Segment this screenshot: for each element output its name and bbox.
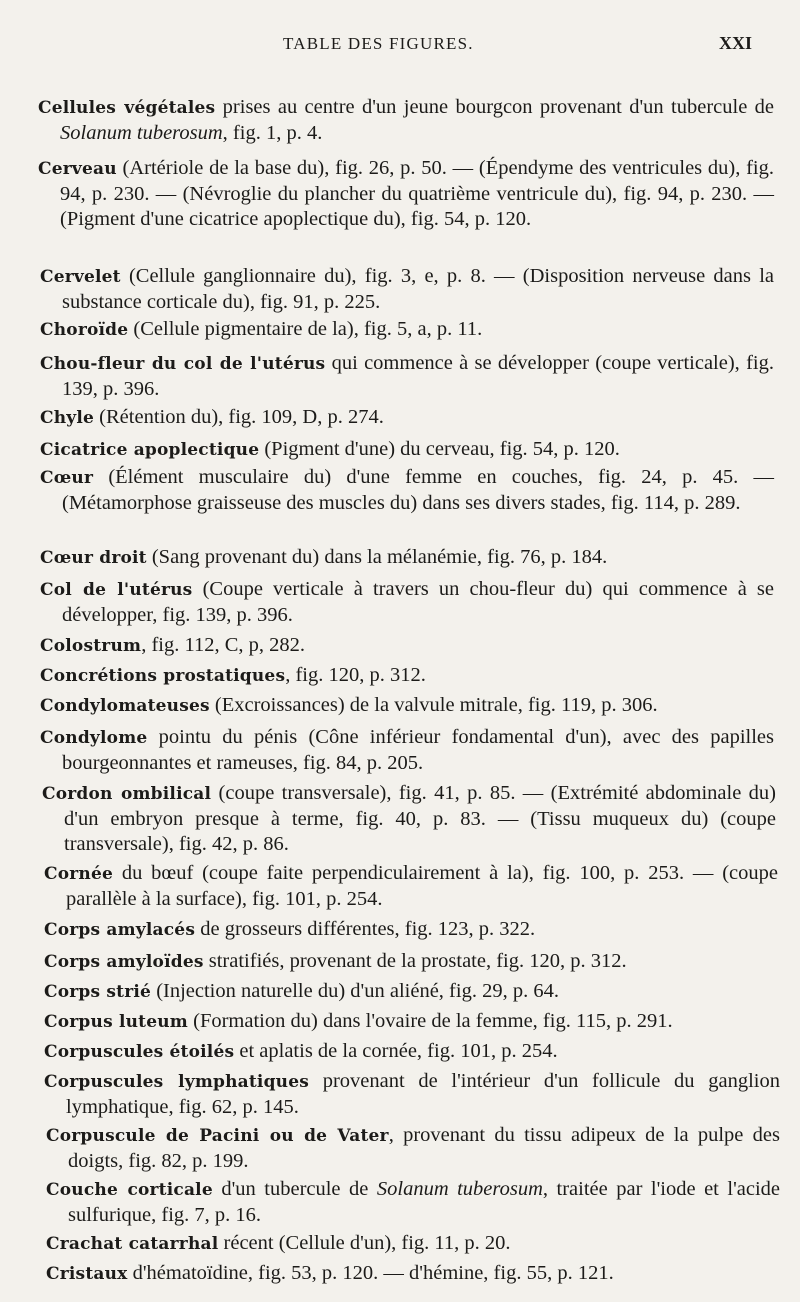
entry-term: Cordon ombilical — [42, 783, 212, 804]
entry-term: Corps amylacés — [44, 919, 196, 940]
entry-description: d'un tubercule de Solanum tuberosum, traitée par l'iode et l'acide sulfurique, fig. 7, p. 16. — [68, 1177, 780, 1226]
index-entry — [40, 317, 774, 343]
entry-term: Cerveau — [38, 158, 117, 179]
index-entry — [40, 693, 774, 719]
entry-description: (Élément musculaire du) d'une femme en couches, fig. 24, p. 45. — (Métamorphose graisseuse des muscles du) dans ses divers stades, fig. 114, p. 289. — [62, 465, 774, 514]
index-entry — [44, 861, 778, 912]
entry-term: Chou-fleur du col de l'utérus — [40, 353, 326, 374]
index-entry — [40, 405, 774, 431]
entry-description: (coupe transversale), fig. 41, p. 85. — (Extrémité abdominale du) d'un embryon presque à terme, fig. 40, p. 83. — (Tissu muqueux du) (coupe transversale), fig. 42, p. 86. — [64, 781, 776, 855]
entry-description: , fig. 120, p. 312. — [285, 663, 426, 686]
entry-term: Choroïde — [40, 319, 129, 340]
entry-description: pointu du pénis (Cône inférieur fondamental d'un), avec des papilles bourgeonnantes et rameuses, fig. 84, p. 205. — [62, 725, 774, 774]
running-head — [0, 30, 800, 60]
index-entry — [40, 437, 774, 463]
entry-description: (Injection naturelle du) d'un aliéné, fig. 29, p. 64. — [151, 979, 559, 1002]
index-entry — [40, 633, 774, 659]
index-entry — [42, 781, 776, 857]
entry-description: , provenant du tissu adipeux de la pulpe des doigts, fig. 82, p. 199. — [68, 1123, 780, 1172]
entry-description: (Rétention du), fig. 109, D, p. 274. — [94, 405, 384, 428]
entry-description: du bœuf (coupe faite perpendiculairement à la), fig. 100, p. 253. — (coupe parallèle à la surface), fig. 101, p. 254. — [66, 861, 778, 910]
species-name: Solanum tuberosum — [60, 121, 223, 144]
entry-description: de grosseurs différentes, fig. 123, p. 322. — [195, 917, 536, 940]
page-title: TABLE DES FIGURES. — [283, 34, 474, 53]
species-name: Solanum tuberosum — [376, 1177, 543, 1200]
entry-description: et aplatis de la cornée, fig. 101, p. 254. — [234, 1039, 558, 1062]
entry-term: Col de l'utérus — [40, 579, 193, 600]
entry-description: (Artériole de la base du), fig. 26, p. 50. — (Épendyme des ventricules du), fig. 94, p. 230. — (Névroglie du plancher du quatrième ventricule du), fig. 94, p. 230. — (Pigment d'une cicatrice apoplectique du), fig. 54, p. 120. — [60, 156, 774, 230]
entry-description: (Excroissances) de la valvule mitrale, fig. 119, p. 306. — [209, 693, 658, 716]
index-entry — [38, 95, 774, 146]
entry-term: Corps strié — [44, 981, 152, 1002]
index-entry — [46, 1231, 780, 1257]
index-entry — [40, 577, 774, 628]
entry-term: Corpuscules lymphatiques — [44, 1071, 310, 1092]
entry-term: Couche corticale — [46, 1179, 213, 1200]
entry-term: Corpus luteum — [44, 1011, 188, 1032]
entry-term: Cœur — [40, 467, 94, 488]
index-entry — [46, 1261, 780, 1287]
index-entry — [44, 979, 778, 1005]
entry-term: Colostrum — [40, 635, 142, 656]
entry-term: Crachat catarrhal — [46, 1233, 219, 1254]
entry-description: récent (Cellule d'un), fig. 11, p. 20. — [218, 1231, 511, 1254]
entry-term: Concrétions prostatiques — [40, 665, 286, 686]
entry-term: Condylomateuses — [40, 695, 210, 716]
entry-description: stratifiés, provenant de la prostate, fig. 120, p. 312. — [203, 949, 627, 972]
entry-description: qui commence à se développer (coupe verticale), fig. 139, p. 396. — [62, 351, 774, 400]
entry-description: provenant de l'intérieur d'un follicule du ganglion lymphatique, fig. 62, p. 145. — [66, 1069, 780, 1118]
entry-term: Condylome — [40, 727, 148, 748]
index-entry — [40, 545, 774, 571]
index-entry — [38, 156, 774, 232]
entry-description: (Coupe verticale à travers un chou-fleur du) qui commence à se développer, fig. 139, p. 396. — [62, 577, 774, 626]
index-entry — [40, 465, 774, 516]
index-entry — [44, 1009, 780, 1035]
entry-term: Cristaux — [46, 1263, 128, 1284]
entry-term: Corpuscules étoilés — [44, 1041, 235, 1062]
index-entry — [40, 725, 774, 776]
index-entry — [44, 1069, 780, 1120]
index-entry — [46, 1177, 780, 1228]
entry-term: Corpuscule de Pacini ou de Vater — [46, 1125, 389, 1146]
index-entry — [44, 1039, 780, 1065]
entry-term: Cœur droit — [40, 547, 147, 568]
entry-description: , fig. 112, C, p, 282. — [141, 633, 306, 656]
index-entry — [46, 1123, 780, 1174]
entry-term: Corps amyloïdes — [44, 951, 204, 972]
entry-term: Cellules végétales — [38, 97, 216, 118]
entry-term: Chyle — [40, 407, 95, 428]
entry-description: (Pigment d'une) du cerveau, fig. 54, p. 120. — [259, 437, 620, 460]
page-number: XXI — [718, 33, 752, 53]
entry-description: d'hématoïdine, fig. 53, p. 120. — d'hémine, fig. 55, p. 121. — [127, 1261, 614, 1284]
entry-term: Cornée — [44, 863, 114, 884]
index-entry — [44, 949, 778, 975]
entry-description: (Sang provenant du) dans la mélanémie, fig. 76, p. 184. — [146, 545, 608, 568]
entry-description: (Cellule ganglionnaire du), fig. 3, e, p. 8. — (Disposition nerveuse dans la substance corticale du), fig. 91, p. 225. — [62, 264, 774, 313]
entry-description: prises au centre d'un jeune bourgcon provenant d'un tubercule de Solanum tuberosum, fig. 1, p. 4. — [60, 95, 774, 144]
entry-description: (Cellule pigmentaire de la), fig. 5, a, p. 11. — [128, 317, 483, 340]
entry-term: Cicatrice apoplectique — [40, 439, 260, 460]
index-entry — [40, 351, 774, 402]
entry-description: (Formation du) dans l'ovaire de la femme, fig. 115, p. 291. — [188, 1009, 673, 1032]
index-entry — [40, 264, 774, 315]
index-entry — [40, 663, 774, 689]
entry-term: Cervelet — [40, 266, 121, 287]
index-entry — [44, 917, 778, 943]
